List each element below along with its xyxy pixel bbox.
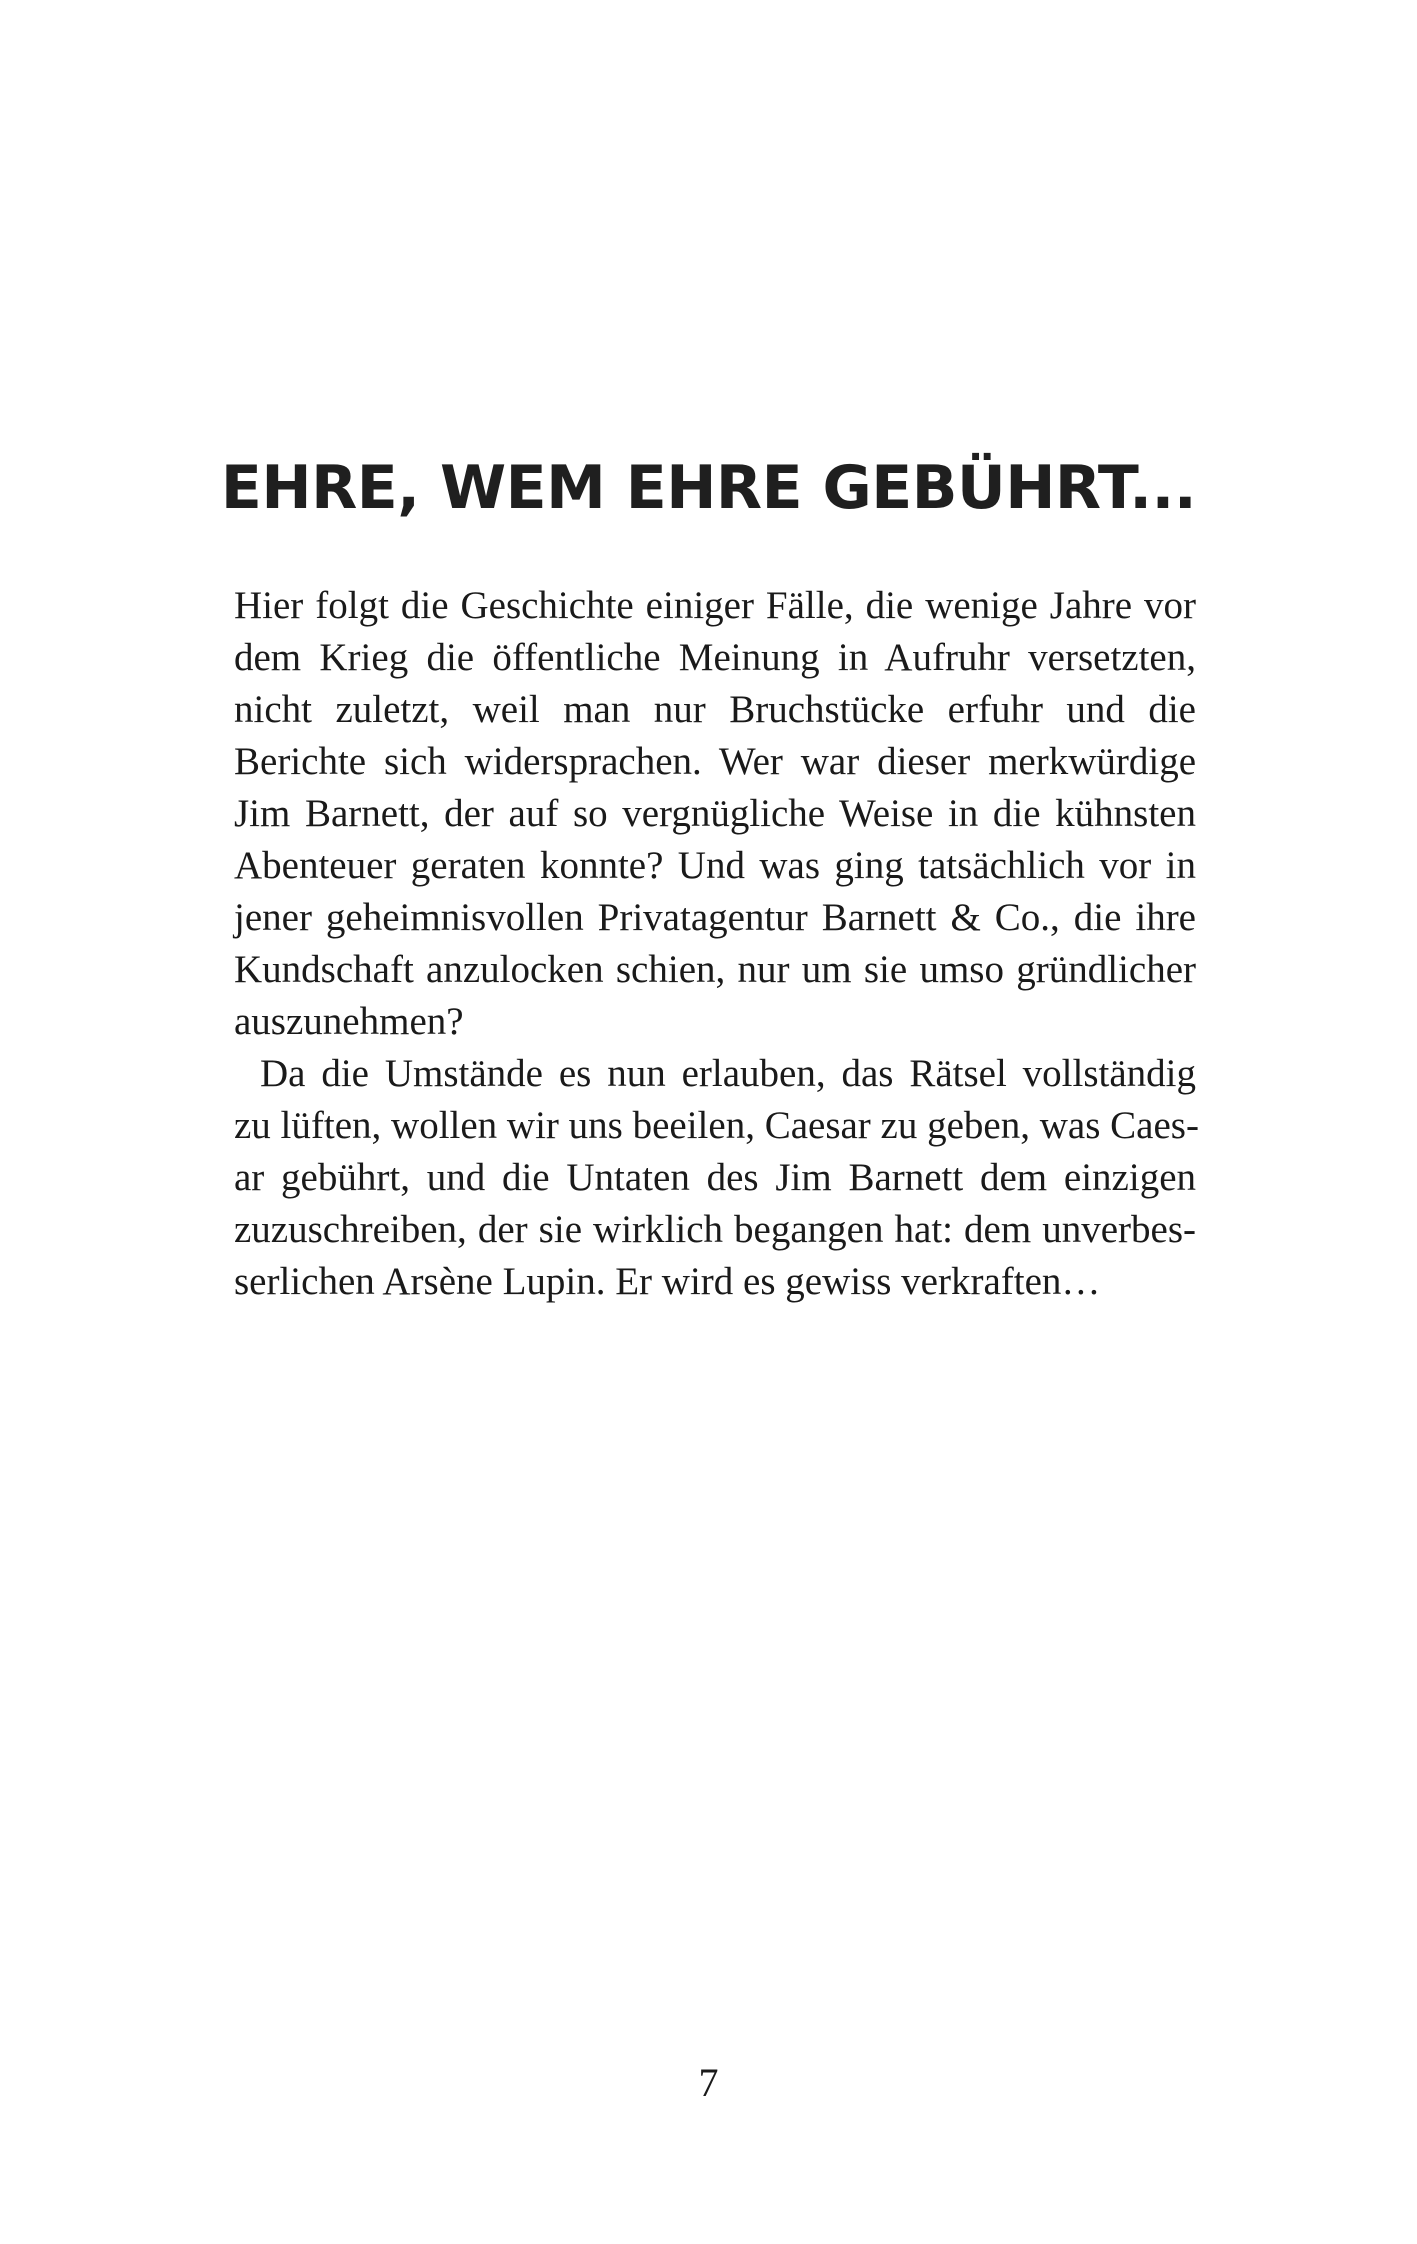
text-line: Da die Umstände es nun erlauben, das Rätsel vollständig	[260, 1052, 1196, 1095]
text-line: Kundschaft anzulocken schien, nur um sie umso gründlicher	[234, 948, 1196, 991]
text-line: serlichen Arsène Lupin. Er wird es gewiss verkraften…	[234, 1260, 1101, 1303]
page-number: 7	[698, 2060, 719, 2105]
text-line: auszunehmen?	[234, 1000, 464, 1043]
text-line: nicht zuletzt, weil man nur Bruchstücke erfuhr und die	[234, 688, 1196, 731]
text-line: zu lüften, wollen wir uns beeilen, Caesar zu geben, was Caes-	[234, 1104, 1199, 1147]
text-line: jener geheimnisvollen Privatagentur Barnett & Co., die ihre	[234, 896, 1196, 939]
text-line: dem Krieg die öffentliche Meinung in Aufruhr versetzten,	[234, 636, 1196, 679]
text-line: ar gebührt, und die Untaten des Jim Barnett dem einzigen	[234, 1156, 1196, 1199]
text-line: Hier folgt die Geschichte einiger Fälle, die wenige Jahre vor	[234, 584, 1196, 627]
text-line: Abenteuer geraten konnte? Und was ging tatsächlich vor in	[234, 844, 1196, 887]
paragraph-2	[234, 1048, 1199, 1308]
chapter-body	[234, 580, 1199, 1308]
chapter-title: EHRE, WEM EHRE GEBÜHRT...	[220, 453, 1197, 523]
text-line: zuzuschreiben, der sie wirklich begangen hat: dem unverbes-	[234, 1208, 1196, 1251]
paragraph-1	[234, 580, 1196, 1048]
text-line: Berichte sich widersprachen. Wer war dieser merkwürdige	[234, 740, 1196, 783]
text-line: Jim Barnett, der auf so vergnügliche Weise in die kühnsten	[234, 792, 1196, 835]
